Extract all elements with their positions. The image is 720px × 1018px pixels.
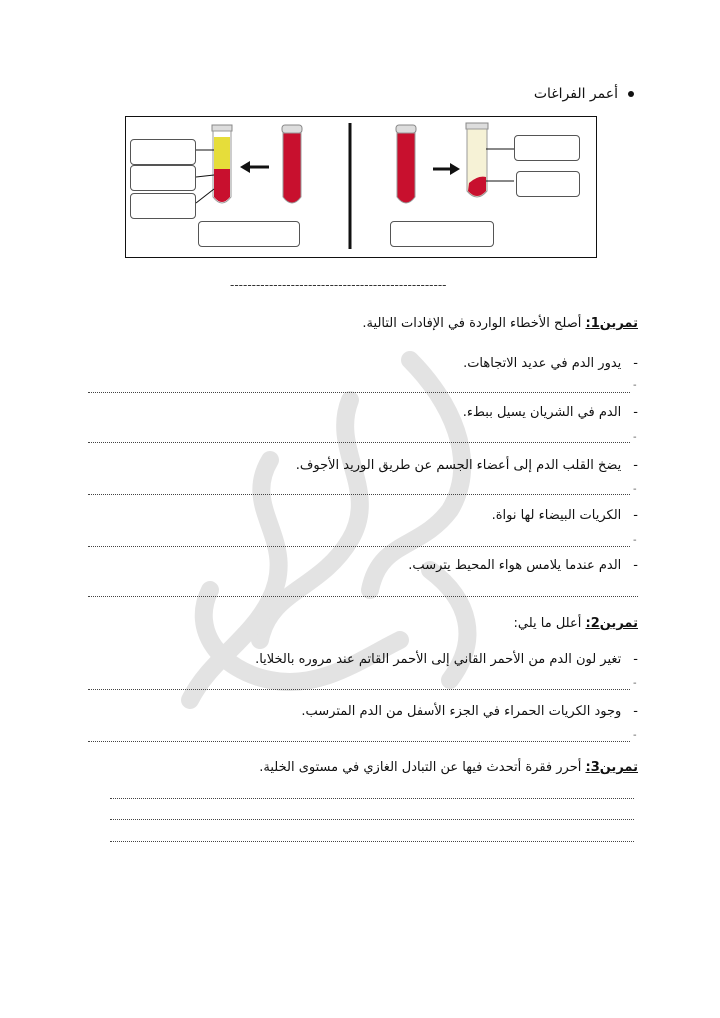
fresh-blood-tube-left <box>282 125 302 203</box>
test-tubes-figure <box>125 116 597 258</box>
answer-line[interactable] <box>110 798 634 799</box>
answer-line[interactable] <box>88 442 630 443</box>
exercise1-item-4: -الكريات البيضاء لها نواة. <box>491 508 638 523</box>
answer-line[interactable] <box>110 841 634 842</box>
blank-box-right-1[interactable] <box>514 135 580 161</box>
watermark <box>150 340 530 740</box>
exercise1-item-1: -يدور الدم في عديد الاتجاهات. <box>463 356 638 371</box>
answer-line[interactable] <box>88 392 630 393</box>
exercise3-title: أحرر فقرة أتحدث فيها عن التبادل الغازي في مستوى الخلية. <box>259 760 586 775</box>
clot-tube-right <box>466 123 488 197</box>
fresh-blood-tube-right <box>396 125 416 203</box>
answer-line[interactable] <box>88 494 630 495</box>
bullet-icon <box>628 91 634 97</box>
instruction-text: أعمر الفراغات <box>533 86 618 102</box>
exercise1-item-5-text: الدم عندما يلامس هواء المحيط يترسب. <box>408 558 622 573</box>
answer-line[interactable] <box>110 819 634 820</box>
dash-marker: - <box>633 432 637 443</box>
dash-marker: - <box>633 380 637 391</box>
exercise2-item-1-text: تغير لون الدم من الأحمر القاني إلى الأحمر القاتم عند مروره بالخلايا. <box>255 652 622 667</box>
answer-line[interactable] <box>88 596 638 597</box>
exercise2-item-1: -تغير لون الدم من الأحمر القاني إلى الأحمر القاتم عند مروره بالخلايا. <box>255 652 638 667</box>
answer-line[interactable] <box>88 741 630 742</box>
exercise3-label: تمرين3: <box>585 760 638 775</box>
answer-line[interactable] <box>88 689 630 690</box>
section-separator: -------------------------------------------------- <box>230 278 447 292</box>
fill-blanks-instruction <box>534 86 634 102</box>
exercise1-item-4-text: الكريات البيضاء لها نواة. <box>491 508 622 523</box>
answer-line[interactable] <box>88 546 630 547</box>
exercise1-item-3-text: يضخ القلب الدم إلى أعضاء الجسم عن طريق الوريد الأجوف. <box>295 458 622 473</box>
exercise1-item-5: -الدم عندما يلامس هواء المحيط يترسب. <box>408 558 638 573</box>
exercise1-item-1-text: يدور الدم في عديد الاتجاهات. <box>463 356 622 371</box>
blank-box-left-2[interactable] <box>130 165 196 191</box>
blank-box-left-bottom[interactable] <box>198 221 300 247</box>
dash-marker: - <box>633 484 637 495</box>
exercise2-label: تمرين2: <box>585 616 638 631</box>
exercise1-item-2-text: الدم في الشريان يسيل ببطء. <box>462 405 622 420</box>
blank-box-left-1[interactable] <box>130 139 196 165</box>
dash-marker: - <box>633 730 637 741</box>
exercise1-heading <box>362 316 638 331</box>
exercise2-item-2-text: وجود الكريات الحمراء في الجزء الأسفل من الدم المترسب. <box>301 704 622 719</box>
blank-box-left-3[interactable] <box>130 193 196 219</box>
exercise2-heading <box>514 616 639 631</box>
exercise1-title: أصلح الأخطاء الواردة في الإفادات التالية. <box>362 316 586 331</box>
exercise1-label: تمرين1: <box>585 316 638 331</box>
exercise1-item-3: -يضخ القلب الدم إلى أعضاء الجسم عن طريق الوريد الأجوف. <box>295 458 638 473</box>
exercise3-heading <box>259 760 638 775</box>
exercise2-item-2: -وجود الكريات الحمراء في الجزء الأسفل من الدم المترسب. <box>301 704 638 719</box>
blank-box-right-2[interactable] <box>516 171 580 197</box>
exercise2-title: أعلل ما يلي: <box>513 616 586 631</box>
dash-marker: - <box>633 678 637 689</box>
dash-marker: - <box>633 535 637 546</box>
exercise1-item-2: -الدم في الشريان يسيل ببطء. <box>462 405 638 420</box>
separated-tube-left <box>212 125 232 203</box>
blank-box-right-bottom[interactable] <box>390 221 494 247</box>
